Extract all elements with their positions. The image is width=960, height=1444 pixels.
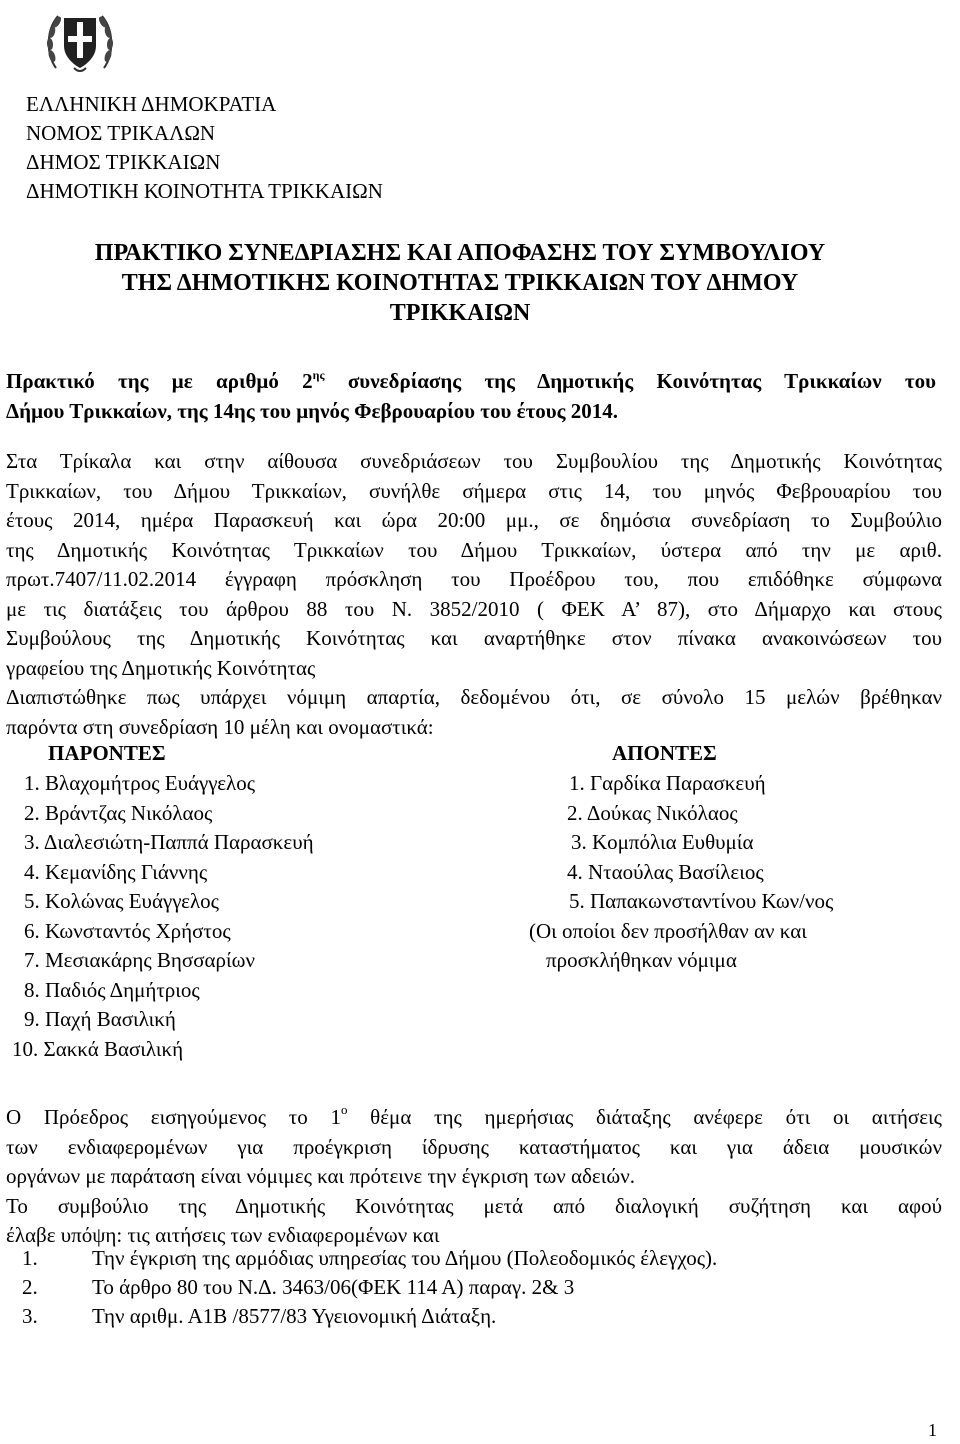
minutes-subtitle <box>6 360 936 426</box>
authority-header <box>26 90 383 206</box>
subtitle-sup: ης <box>312 368 325 382</box>
intro-line: Στα Τρίκαλα και στην αίθουσα συνεδριάσεων του Συμβουλίου της Δημοτικής Κοινότητας <box>6 449 942 473</box>
present-member: 8. Παδιός Δημήτριος <box>24 978 200 1002</box>
page-number: 1 <box>928 1420 937 1440</box>
present-member: 9. Παχή Βασιλική <box>24 1007 176 1031</box>
consideration-number: 2. <box>22 1275 38 1299</box>
intro-line: με τις διατάξεις του άρθρου 88 του Ν. 3852/2010 ( ΦΕΚ Α’ 87), στο Δήμαρχο και στους <box>6 596 942 621</box>
absent-note: προσκλήθηκαν νόμιμα <box>546 948 737 972</box>
title-line: ΤΗΣ ΔΗΜΟΤΙΚΗΣ ΚΟΙΝΟΤΗΤΑΣ ΤΡΙΚΚΑΙΩΝ ΤΟΥ ΔΗΜΟΥ <box>121 270 799 296</box>
consideration-text: Το άρθρο 80 του Ν.Δ. 3463/06(ΦΕΚ 114 Α) παραγ. 2& 3 <box>92 1275 575 1299</box>
body-text: Ο Πρόεδρος εισηγούμενος το 1 <box>6 1105 341 1129</box>
body-line: έλαβε υπόψη: τις αιτήσεις των ενδιαφερομένων και <box>6 1223 440 1247</box>
intro-line: της Δημοτικής Κοινότητας Τρικκαίων του Δήμου Τρικκαίων, ύστερα από την με αριθ. <box>6 537 942 562</box>
absent-member: 2. Δούκας Νικόλαος <box>567 801 738 825</box>
body-line: Το συμβούλιο της Δημοτικής Κοινότητας μετά από διαλογική συζήτηση και αφού <box>6 1193 942 1218</box>
body-paragraph <box>6 1095 942 1251</box>
header-line: ΔΗΜΟΣ ΤΡΙΚΚΑΙΩΝ <box>26 150 221 174</box>
intro-line: Διαπιστώθηκε πως υπάρχει νόμιμη απαρτία, δεδομένου ότι, σε σύνολο 15 μελών βρέθηκαν <box>6 685 942 709</box>
present-heading: ΠΑΡΟΝΤΕΣ <box>48 741 166 765</box>
absent-heading: ΑΠΟΝΤΕΣ <box>612 741 717 765</box>
present-member: 2. Βράντζας Νικόλαος <box>24 801 213 825</box>
title-line: ΠΡΑΚΤΙΚΟ ΣΥΝΕΔΡΙΑΣΗΣ ΚΑΙ ΑΠΟΦΑΣΗΣ ΤΟΥ ΣΥΜΒΟΥΛΙΟΥ <box>94 240 826 266</box>
header-line: ΝΟΜΟΣ ΤΡΙΚΑΛΩΝ <box>26 121 216 145</box>
greek-coat-of-arms-icon <box>44 6 116 78</box>
present-member: 7. Μεσιακάρης Βησσαρίων <box>24 948 255 972</box>
body-line: οργάνων με παράταση είναι νόμιμες και πρότεινε την έγκριση των αδειών. <box>6 1164 635 1188</box>
consideration-text: Την αριθμ. Α1Β /8577/83 Υγειονομική Διάταξη. <box>92 1304 497 1328</box>
consideration-number: 1. <box>22 1246 38 1270</box>
present-member: 10. Σακκά Βασιλική <box>12 1037 184 1061</box>
subtitle-text: Πρακτικό της με αριθμό 2 <box>6 369 313 393</box>
document-title <box>0 238 920 328</box>
intro-line: πρωτ.7407/11.02.2014 έγγραφη πρόσκληση του Προέδρου του, που επιδόθηκε σύμφωνα <box>6 567 942 591</box>
header-line: ΔΗΜΟΤΙΚΗ ΚΟΙΝΟΤΗΤΑ ΤΡΙΚΚΑΙΩΝ <box>26 179 383 203</box>
body-sup: ο <box>340 1102 348 1117</box>
absent-member: 5. Παπακωνσταντίνου Κων/νος <box>569 889 834 913</box>
present-member: 4. Κεμανίδης Γιάννης <box>24 860 208 884</box>
present-member: 5. Κολώνας Ευάγγελος <box>24 889 219 913</box>
present-member: 6. Κωνσταντός Χρήστος <box>24 919 231 943</box>
header-line: ΕΛΛΗΝΙΚΗ ΔΗΜΟΚΡΑΤΙΑ <box>26 92 277 116</box>
absent-note: (Οι οποίοι δεν προσήλθαν αν και <box>529 919 807 943</box>
absent-member: 4. Νταούλας Βασίλειος <box>567 860 764 884</box>
subtitle-text: συνεδρίασης της Δημοτικής Κοινότητας Τρικκαίων του <box>324 369 937 393</box>
intro-line: Συμβούλους της Δημοτικής Κοινότητας και αναρτήθηκε στον πίνακα ανακοινώσεων του <box>6 626 942 650</box>
body-text: θέμα της ημερήσιας διάταξης ανέφερε ότι οι αιτήσεις <box>347 1105 942 1129</box>
body-line: των ενδιαφερομένων για προέγκριση ίδρυσης καταστήματος και για άδεια μουσικών <box>6 1134 942 1159</box>
intro-line: έτους 2014, ημέρα Παρασκευή και ώρα 20:00 μμ., σε δημόσια συνεδρίαση το Συμβούλιο <box>6 508 942 532</box>
consideration-number: 3. <box>22 1304 38 1328</box>
intro-paragraph <box>6 447 942 742</box>
present-member: 1. Βλαχομήτρος Ευάγγελος <box>24 771 256 795</box>
intro-line: γραφείου της Δημοτικής Κοινότητας <box>6 655 316 680</box>
absent-member: 3. Κομπόλια Ευθυμία <box>571 830 754 854</box>
title-line: ΤΡΙΚΚΑΙΩΝ <box>389 300 531 326</box>
present-member: 3. Διαλεσιώτη-Παππά Παρασκευή <box>24 830 314 854</box>
absent-member: 1. Γαρδίκα Παρασκευή <box>569 771 766 795</box>
intro-line: παρόντα στη συνεδρίαση 10 μέλη και ονομαστικά: <box>6 714 434 739</box>
intro-line: Τρικκαίων, του Δήμου Τρικκαίων, συνήλθε σήμερα στις 14, του μηνός Φεβρουαρίου του <box>6 478 942 503</box>
consideration-text: Την έγκριση της αρμόδιας υπηρεσίας του Δήμου (Πολεοδομικός έλεγχος). <box>92 1246 718 1270</box>
subtitle-line: Δήμου Τρικκαίων, της 14ης του μηνός Φεβρουαρίου του έτους 2014. <box>6 399 619 423</box>
